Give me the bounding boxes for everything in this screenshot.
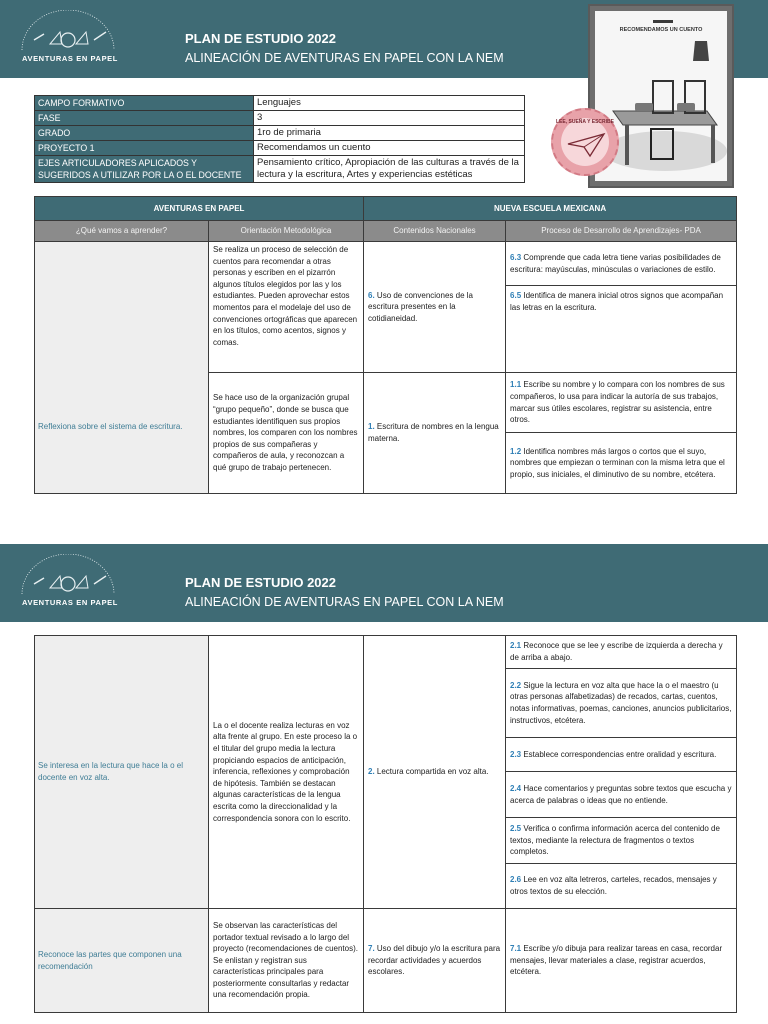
pda-item: 2.3 Establece correspondencias entre oralidad y escritura. [506, 738, 736, 772]
info-key: GRADO [35, 126, 254, 141]
content-cell: 1. Escritura de nombres en la lengua materna. [364, 373, 506, 494]
content-cell: 2. Lectura compartida en voz alta. [364, 636, 506, 909]
pda-item: 2.5 Verifica o confirma información acerca del contenido de textos, mediante la relectura de fragmentos o textos completos. [506, 818, 736, 864]
learn-cell: Reflexiona sobre el sistema de escritura. [35, 242, 209, 494]
table-chairs-illustration-icon [595, 33, 727, 183]
info-key: FASE [35, 111, 254, 126]
pda-cell [506, 636, 737, 909]
column-header: ¿Qué vamos a aprender? [35, 221, 209, 242]
info-row [35, 111, 525, 126]
paper-plane-icon [566, 132, 606, 158]
info-row [35, 156, 525, 183]
pda-item: 2.1 Reconoce que se lee y escribe de izquierda a derecha y de arriba a abajo. [506, 636, 736, 669]
logo-brand-text: AVENTURAS EN PAPEL [22, 598, 118, 607]
brand-logo [14, 554, 122, 614]
info-key: EJES ARTICULADORES APLICADOS Y SUGERIDOS A UTILIZAR POR LA O EL DOCENTE [35, 156, 254, 183]
brand-logo [14, 10, 122, 70]
column-header: Contenidos Nacionales [364, 221, 506, 242]
header-band [0, 544, 768, 622]
learn-cell: Reconoce las partes que componen una recomendación [35, 909, 209, 1013]
pda-cell [506, 242, 737, 373]
page-title: PLAN DE ESTUDIO 2022 [185, 31, 336, 46]
orientation-cell: Se observan las características del portador textual revisado a lo largo del proyecto (recomendaciones de cuentos). Se enlistan y registran sus características principales para posteriormente consultarlas y redactar una recomendación propia. [209, 909, 364, 1013]
orientation-cell: Se realiza un proceso de selección de cuentos para recomendar a otras personas y escriben en el pizarrón algunos títulos elegidos por las y los estudiantes. Pueden aprovechar estos momentos para el modelaje del uso de convenciones ortográficas que aparecen en los títulos, como acentos, signos y comas. [209, 242, 364, 373]
info-value: Pensamiento crítico, Apropiación de las culturas a través de la lectura y la escritura, Artes y experiencias estéticas [254, 156, 525, 183]
project-info-table [34, 95, 525, 183]
group-header-nem: NUEVA ESCUELA MEXICANA [364, 197, 737, 221]
info-value: Lenguajes [254, 96, 525, 111]
content-cell: 7. Uso del dibujo y/o la escritura para recordar actividades y acuerdos escolares. [364, 909, 506, 1013]
content-cell: 6. Uso de convenciones de la escritura presentes en la cotidianeidad. [364, 242, 506, 373]
cover-badge [653, 20, 673, 23]
orientation-cell: Se hace uso de la organización grupal “grupo pequeño”, donde se busca que estudiantes identifiquen sus propios nombres, los comparen con los nombres propios de sus compañeras y compañeros de aula, y reconozcan a qué grupo de trabajo pertenecen. [209, 373, 364, 494]
learn-cell: Se interesa en la lectura que hace la o el docente en voz alta. [35, 636, 209, 909]
pda-item: 2.6 Lee en voz alta letreros, carteles, recados, mensajes y otros textos de su elección. [510, 875, 717, 896]
orientation-cell: La o el docente realiza lecturas en voz alta frente al grupo. En este proceso la o el titular del grupo media la lectura propiciando espacios de anticipación, inferencia, reflexiones y comprobación de hipótesis. También se destacan algunas características de la lengua escrita como la direccionalidad y la correspondencia sonora con lo escrito. [209, 636, 364, 909]
pda-item: 2.4 Hace comentarios y preguntas sobre textos que escucha y acerca de palabras o ideas que no entiende. [506, 772, 736, 818]
cover-title: RECOMENDAMOS UN CUENTO [619, 27, 703, 33]
pda-item: 6.3 Comprende que cada letra tiene varias posibilidades de escritura: mayúsculas, minúsculas o variaciones de estilo. [506, 242, 736, 286]
info-value: 1ro de primaria [254, 126, 525, 141]
info-row [35, 141, 525, 156]
pda-item: 2.2 Sigue la lectura en voz alta que hace la o el maestro (u otras personas alfabetizadas) de recados, cartas, cuentos, notas informativas, poemas, canciones, anuncios publicitarios, instructivos, etcétera. [506, 669, 736, 738]
table-row [35, 909, 737, 1013]
logo-emblem-icon [14, 554, 122, 598]
logo-emblem-icon [14, 10, 122, 54]
alignment-table-continued [34, 635, 737, 1013]
logo-brand-text: AVENTURAS EN PAPEL [22, 54, 118, 63]
info-value: 3 [254, 111, 525, 126]
table-row [35, 636, 737, 909]
pda-item: 1.2 Identifica nombres más largos o cortos que el suyo, nombres que empiezan o terminan con la misma letra que el propio, sus iniciales, el diminutivo de su nombre, etcétera. [510, 446, 725, 479]
group-header-aventuras: AVENTURAS EN PAPEL [35, 197, 364, 221]
stamp-badge [551, 108, 619, 176]
table-row [35, 242, 737, 373]
info-value: Recomendamos un cuento [254, 141, 525, 156]
info-key: CAMPO FORMATIVO [35, 96, 254, 111]
info-row [35, 96, 525, 111]
pda-cell [506, 373, 737, 494]
info-row [35, 126, 525, 141]
page-subtitle: ALINEACIÓN DE AVENTURAS EN PAPEL CON LA NEM [185, 51, 504, 65]
column-header: Orientación Metodológica [209, 221, 364, 242]
pda-item: 1.1 Escribe su nombre y lo compara con los nombres de sus compañeros, lo usa para indicar la autoría de sus trabajos, marcar sus útiles escolares, registrar su asistencia, entre otros. [506, 373, 736, 433]
alignment-table [34, 196, 737, 494]
pda-item: 6.5 Identifica de manera inicial otros signos que acompañan las letras en la escritura. [510, 291, 724, 312]
column-header: Proceso de Desarrollo de Aprendizajes- PDA [506, 221, 737, 242]
page-subtitle: ALINEACIÓN DE AVENTURAS EN PAPEL CON LA NEM [185, 595, 504, 609]
stamp-text: LEE, SUEÑA Y ESCRIBE [556, 119, 614, 125]
info-key: PROYECTO 1 [35, 141, 254, 156]
pda-cell: 7.1 Escribe y/o dibuja para realizar tareas en casa, recordar mensajes, llevar materiales a clase, registrar acuerdos, etcétera. [506, 909, 737, 1013]
page-title: PLAN DE ESTUDIO 2022 [185, 575, 336, 590]
